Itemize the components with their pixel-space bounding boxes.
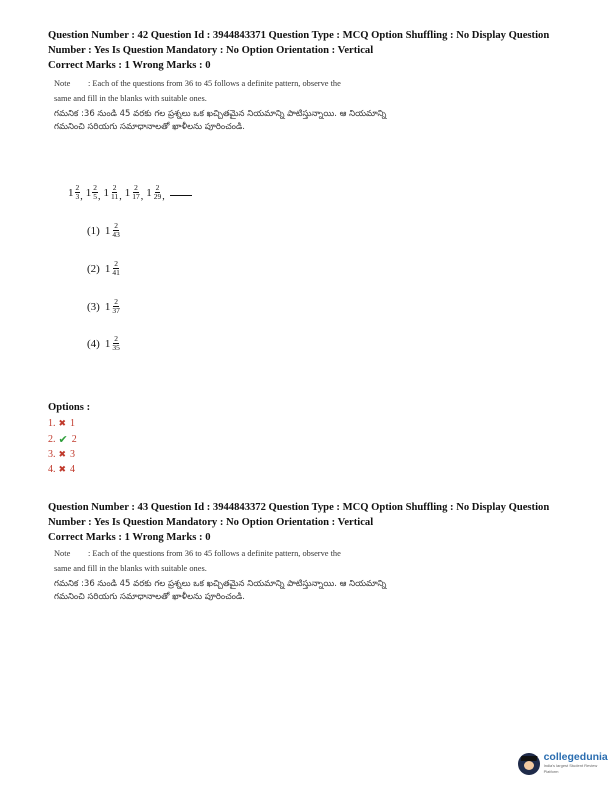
- question-42-header-line2: Number : Yes Is Question Mandatory : No Option Orientation : Vertical: [48, 45, 374, 56]
- choice-whole: 1: [104, 337, 111, 350]
- choice-label: (3): [87, 300, 100, 313]
- choice-4: [87, 335, 121, 352]
- question-42-header-line1: Question Number : 42 Question Id : 3944843371 Question Type : MCQ Option Shuffling : No Display Question: [48, 30, 550, 41]
- term-denominator: 3: [75, 192, 80, 201]
- choice-numerator: 2: [114, 221, 118, 230]
- note-line1: : Each of the questions from 36 to 45 follows a definite pattern, observe the: [88, 79, 341, 88]
- question-43-header-line2: Number : Yes Is Question Mandatory : No Option Orientation : Vertical: [48, 517, 374, 528]
- answer-blank: [170, 195, 192, 196]
- term-separator: ,: [98, 191, 101, 202]
- term-separator: ,: [140, 191, 144, 202]
- term-whole: 1: [103, 186, 109, 199]
- choice-whole: 1: [104, 224, 111, 237]
- term-denominator: 5: [93, 192, 97, 201]
- term-whole: 1: [68, 186, 74, 199]
- term-separator: ,: [119, 191, 122, 202]
- option-index: 1.: [48, 418, 56, 429]
- term-numerator: 2: [112, 183, 117, 192]
- option-index: 3.: [48, 449, 56, 460]
- question-43-header-line1: Question Number : 43 Question Id : 3944843372 Question Type : MCQ Option Shuffling : No Display Question: [48, 502, 550, 513]
- wrong-mark-icon: ✖: [58, 464, 67, 474]
- check-mark-icon: ✔: [58, 434, 68, 446]
- question-43-header: [48, 500, 578, 545]
- choice-label: (2): [87, 262, 100, 275]
- term-numerator: 2: [134, 183, 138, 192]
- question-43-note: [54, 546, 341, 576]
- term-separator: ,: [162, 191, 165, 202]
- choice-denominator: 35: [112, 343, 120, 352]
- question-42-sequence: [68, 184, 192, 201]
- term-separator: ,: [80, 191, 83, 202]
- choice-1: [87, 222, 121, 239]
- term-numerator: 2: [75, 183, 80, 192]
- term-numerator: 2: [93, 183, 97, 192]
- note-line2: same and fill in the blanks with suitable ones.: [54, 94, 207, 103]
- choice-denominator: 37: [112, 306, 120, 315]
- choice-denominator: 41: [112, 268, 120, 277]
- term-denominator: 11: [111, 192, 119, 201]
- question-43-telugu-instructions: గమనిక :36 నుండి 45 వరకు గల ప్రశ్నలు ఒక ఖచ్చితమైన నియమాన్ని పాటిస్తున్నాయి. ఆ నియమాన్ని గమనించి సరియగు సమాధానాలతో ఖాళీలను పూరించండి.: [54, 579, 387, 602]
- sequence-term-2: [86, 184, 98, 201]
- choice-numerator: 2: [114, 259, 118, 268]
- term-numerator: 2: [155, 183, 160, 192]
- option-index: 4.: [48, 464, 56, 475]
- question-42-telugu-instructions: గమనిక :36 నుండి 45 వరకు గల ప్రశ్నలు ఒక ఖచ్చితమైన నియమాన్ని పాటిస్తున్నాయి. ఆ నియమాన్ని గమనించి సరియగు సమాధానాలతో ఖాళీలను పూరించండి.: [54, 109, 387, 132]
- option-value: 2: [71, 434, 77, 445]
- question-43-marks: Correct Marks : 1 Wrong Marks : 0: [48, 532, 211, 543]
- question-42-note: [54, 76, 341, 106]
- choice-label: (1): [87, 224, 100, 237]
- wrong-mark-icon: ✖: [58, 418, 67, 428]
- option-3[interactable]: [48, 449, 75, 460]
- sequence-term-5: [146, 184, 162, 201]
- choice-2: [87, 260, 121, 277]
- choice-numerator: 2: [114, 297, 118, 306]
- choice-denominator: 43: [112, 230, 120, 239]
- question-42-header: [48, 28, 578, 73]
- term-whole: 1: [146, 186, 152, 199]
- collegedunia-logo: [518, 752, 612, 775]
- option-index: 2.: [48, 434, 56, 445]
- sequence-term-4: [125, 184, 141, 201]
- option-2[interactable]: [48, 433, 77, 446]
- term-denominator: 29: [153, 192, 162, 201]
- options-title: Options :: [48, 402, 91, 413]
- note-line1: : Each of the questions from 36 to 45 follows a definite pattern, observe the: [88, 549, 341, 558]
- option-1[interactable]: [48, 418, 75, 429]
- wrong-mark-icon: ✖: [58, 449, 67, 459]
- term-whole: 1: [124, 186, 131, 199]
- mascot-icon: [518, 753, 540, 775]
- option-4[interactable]: [48, 464, 75, 475]
- option-value: 1: [70, 418, 76, 429]
- choice-3: [87, 298, 121, 315]
- logo-tagline: India's largest Student Review Platform: [543, 763, 598, 774]
- term-denominator: 17: [132, 192, 140, 201]
- option-value: 4: [70, 464, 76, 475]
- question-42-marks: Correct Marks : 1 Wrong Marks : 0: [48, 60, 211, 71]
- sequence-term-3: [104, 184, 120, 201]
- choice-numerator: 2: [114, 334, 118, 343]
- term-whole: 1: [85, 186, 92, 199]
- choice-whole: 1: [104, 300, 111, 313]
- note-label: Note: [54, 79, 71, 88]
- note-label: Note: [54, 549, 71, 558]
- option-value: 3: [70, 449, 76, 460]
- sequence-term-1: [68, 184, 80, 201]
- note-line2: same and fill in the blanks with suitable ones.: [54, 564, 207, 573]
- choice-label: (4): [87, 337, 100, 350]
- logo-name: collegedunia: [543, 751, 608, 763]
- choice-whole: 1: [104, 262, 111, 275]
